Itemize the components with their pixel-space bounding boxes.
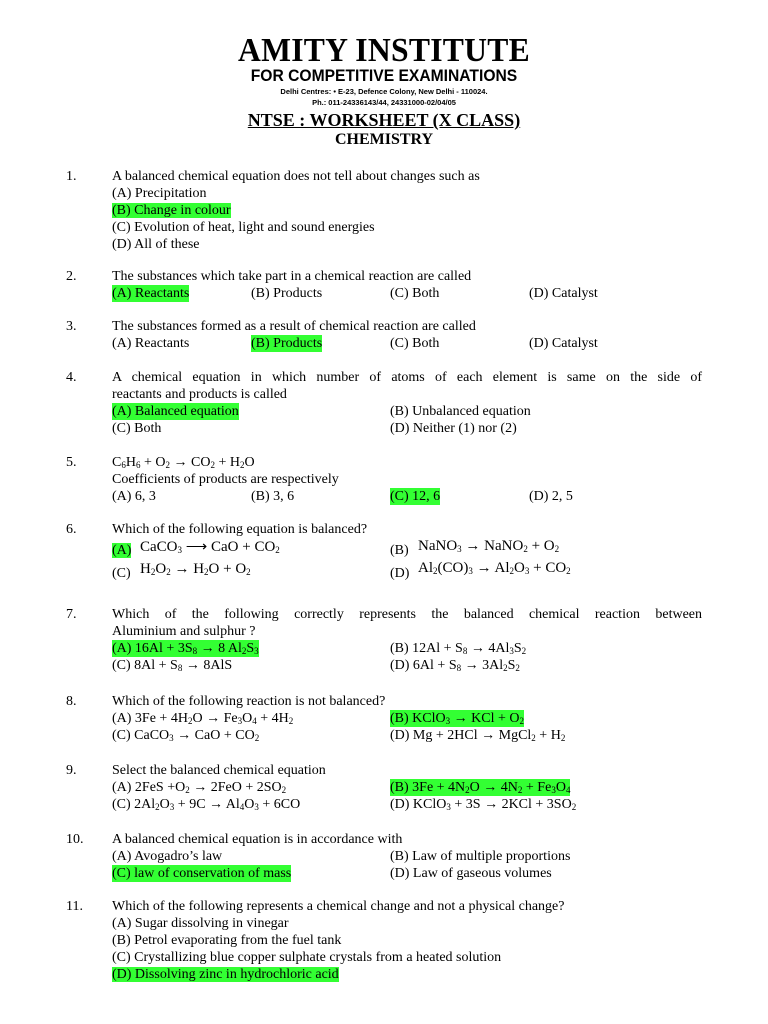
option-b: (B) $12Al + S_8 \to 4Al_3S_2$ xyxy=(390,641,527,656)
question-text: Select the balanced chemical equation xyxy=(112,763,326,778)
institute-name: AMITY INSTITUTE xyxy=(237,32,531,69)
question-number: 7. xyxy=(66,607,77,622)
question-number: 9. xyxy=(66,763,77,778)
question-text-line-2: reactants and products is called xyxy=(112,387,287,402)
option-c-answer: (C) 12, 6 xyxy=(390,489,441,504)
option-a-answer: (A) Reactants xyxy=(112,286,190,301)
question-text: The substances which take part in a chemical reaction are called xyxy=(112,269,472,284)
option-b: (B) 3, 6 xyxy=(251,489,295,504)
option-d: (D) Neither (1) nor (2) xyxy=(390,421,517,436)
option-b-label: (B) xyxy=(390,543,409,558)
option-d: (D) 2, 5 xyxy=(529,489,573,504)
option-b: (B) Law of multiple proportions xyxy=(390,849,571,864)
question-number: 3. xyxy=(66,319,77,334)
option-c: (C) $2Al_2O_3 + 9C \to Al_4O_3 + 6CO$ xyxy=(112,797,301,812)
option-b-equation: NaNO$_3$ → NaNO$_2$ + $O_2$ xyxy=(418,538,560,554)
option-a: (A) 6, 3 xyxy=(112,489,156,504)
question-number: 1. xyxy=(66,169,77,184)
question-text: Which of the following represents a chemical change and not a physical change? xyxy=(112,899,565,914)
option-d: (D) Law of gaseous volumes xyxy=(390,866,552,881)
option-c: (C) CaCO$_3$ → CaO + $CO_2$ xyxy=(112,728,260,743)
option-a-equation: CaCO$_3$ ⟶ CaO + $CO_2$ xyxy=(140,539,280,555)
question-number: 6. xyxy=(66,522,77,537)
option-c: (C) Both xyxy=(390,336,440,351)
option-d: (D) Catalyst xyxy=(529,336,598,351)
option-c: (C) Evolution of heat, light and sound energies xyxy=(112,220,375,235)
institute-subtitle: FOR COMPETITIVE EXAMINATIONS xyxy=(250,66,518,85)
option-b: (B) Unbalanced equation xyxy=(390,404,531,419)
option-a-answer: (A) Balanced equation xyxy=(112,404,239,419)
option-c-label: (C) xyxy=(112,566,131,581)
option-b-answer: (B) Products xyxy=(251,336,323,351)
equation: $C_6H_6 + O_2 \to CO_2 + H_2O$ xyxy=(112,455,255,470)
subject-title: CHEMISTRY xyxy=(334,131,434,148)
question-number: 8. xyxy=(66,694,77,709)
option-c: (C) Crystallizing blue copper sulphate crystals from a heated solution xyxy=(112,950,502,965)
question-text: The substances formed as a result of chemical reaction are called xyxy=(112,319,476,334)
question-number: 5. xyxy=(66,455,77,470)
option-d: (D) $6Al + S_8 \to 3Al_2S_2$ xyxy=(390,658,520,673)
option-d-label: (D) xyxy=(390,566,410,581)
option-b-answer: (B) $3Fe + 4N_2O \to 4N_2 + Fe_3O_4$ xyxy=(390,780,571,795)
option-d: (D) Catalyst xyxy=(529,286,598,301)
option-d: (D) KClO$_3$ + $3S \to 2KCl + 3SO_2$ xyxy=(390,797,577,812)
option-a: (A) Precipitation xyxy=(112,186,207,201)
institute-phone: Ph.: 011-24336143/44, 24331000-02/04/05 xyxy=(312,98,456,107)
option-a: (A) Avogadro’s law xyxy=(112,849,223,864)
option-b-answer: (B) KClO$_3$ → KCl + $O_2$ xyxy=(390,711,524,726)
question-text: A balanced chemical equation does not tell about changes such as xyxy=(112,169,480,184)
option-c-equation: $H_2O_2 \to H_2O + O_2$ xyxy=(140,561,251,577)
option-c-answer: (C) law of conservation of mass xyxy=(112,866,292,881)
institute-address: Delhi Centres: • E-23, Defence Colony, New Delhi - 110024. xyxy=(280,87,488,96)
option-a: (A) $3Fe + 4H_2O \to Fe_3O_4 + 4H_2$ xyxy=(112,711,294,726)
option-c: (C) Both xyxy=(390,286,440,301)
option-d-equation: $Al_2(CO)_3 \to Al_2O_3 + CO_2$ xyxy=(418,560,571,576)
option-b-answer: (B) Change in colour xyxy=(112,203,231,218)
question-number: 4. xyxy=(66,370,77,385)
option-d-answer: (D) Dissolving zinc in hydrochloric acid xyxy=(112,967,339,982)
option-a: (A) $2FeS +O_2 \to 2FeO + 2SO_2$ xyxy=(112,780,287,795)
question-text: Coefficients of products are respectively xyxy=(112,472,339,487)
option-b: (B) Petrol evaporating from the fuel tank xyxy=(112,933,342,948)
question-text-line-1: A chemical equation in which number of atoms of each element is same on the side of xyxy=(112,370,702,385)
question-number: 10. xyxy=(66,832,84,847)
question-number: 2. xyxy=(66,269,77,284)
option-a: (A) Reactants xyxy=(112,336,190,351)
option-c: (C) $8Al + S_8 \to 8AlS$ xyxy=(112,658,233,673)
option-a-answer: (A) $16Al + 3S_8 \to 8$ $Al_2S_3$ xyxy=(112,641,259,656)
worksheet-title: NTSE : WORKSHEET (X CLASS) xyxy=(247,110,521,130)
question-text-line-1: Which of the following correctly represents the balanced chemical reaction between xyxy=(112,607,702,622)
question-text: Which of the following reaction is not balanced? xyxy=(112,694,386,709)
question-number: 11. xyxy=(66,899,83,914)
option-d: (D) All of these xyxy=(112,237,200,252)
option-a-label-answer: (A) xyxy=(112,543,132,558)
question-text-line-2: Aluminium and sulphur ? xyxy=(112,624,256,639)
option-c: (C) Both xyxy=(112,421,162,436)
option-b: (B) Products xyxy=(251,286,323,301)
question-text: A balanced chemical equation is in accordance with xyxy=(112,832,403,847)
option-d: (D) Mg + 2HCl → MgCl$_2$ + $H_2$ xyxy=(390,728,566,743)
question-text: Which of the following equation is balanced? xyxy=(112,522,368,537)
option-a: (A) Sugar dissolving in vinegar xyxy=(112,916,289,931)
